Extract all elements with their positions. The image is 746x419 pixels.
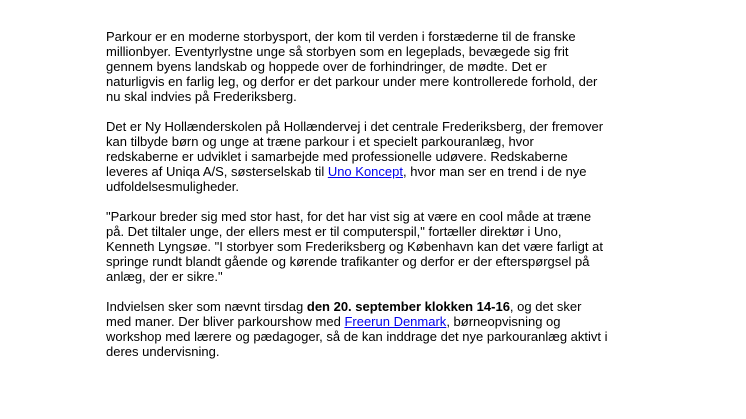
text-line: Kenneth Lyngsøe. "I storbyer som Frederiksberg og København kan det være farligt at bbox=[106, 239, 603, 254]
text-line: "Parkour breder sig med stor hast, for det har vist sig at være en cool måde at træne bbox=[106, 209, 592, 224]
paragraph-intro bbox=[106, 29, 646, 104]
text-segment: , og det sker bbox=[509, 299, 582, 314]
text-segment: , børneopvisning og bbox=[446, 314, 561, 329]
text-segment: med maner. Der bliver parkourshow med bbox=[106, 314, 345, 329]
paragraph-school bbox=[106, 119, 646, 194]
freerun-denmark-link[interactable]: Freerun Denmark bbox=[344, 314, 447, 329]
text-line: deres undervisning. bbox=[106, 344, 220, 359]
text-segment: Indvielsen sker som nævnt tirsdag bbox=[106, 299, 307, 314]
text-line: redskaberne er udviklet i samarbejde med professionelle udøvere. Redskaberne bbox=[106, 149, 568, 164]
uno-koncept-link[interactable]: Uno Koncept bbox=[327, 164, 403, 179]
text-line: på. Det tiltaler unge, der ellers mest er til computerspil," fortæller direktør i Uno, bbox=[106, 224, 562, 239]
text-line: millionbyer. Eventyrlystne unge så storbyen som en legeplads, bevægede sig frit bbox=[106, 44, 569, 59]
document-body bbox=[106, 29, 646, 359]
text-line: naturligvis en farlig leg, og derfor er det parkour under mere kontrollerede forhold, der bbox=[106, 74, 598, 89]
text-line: kan tilbyde børn og unge at træne parkour i et specielt parkouranlæg, hvor bbox=[106, 134, 534, 149]
event-date-bold: den 20. september klokken 14-16 bbox=[306, 299, 510, 314]
paragraph-quote bbox=[106, 209, 646, 284]
text-line bbox=[106, 314, 646, 329]
text-line: udfoldelsesmuligheder. bbox=[106, 179, 239, 194]
text-line bbox=[106, 164, 646, 179]
text-line: workshop med lærere og pædagoger, så de kan inddrage det nye parkouranlæg aktivt i bbox=[106, 329, 608, 344]
text-line bbox=[106, 299, 646, 314]
text-line: Det er Ny Hollænderskolen på Hollændervej i det centrale Frederiksberg, der fremover bbox=[106, 119, 604, 134]
text-line: gennem byens landskab og hoppede over de forhindringer, de mødte. Det er bbox=[106, 59, 547, 74]
text-segment: leveres af Uniqa A/S, søsterselskab til bbox=[106, 164, 328, 179]
text-segment: , hvor man ser en trend i de nye bbox=[402, 164, 587, 179]
paragraph-event bbox=[106, 299, 646, 359]
text-line: Parkour er en moderne storbysport, der kom til verden i forstæderne til de franske bbox=[106, 29, 576, 44]
text-line: anlæg, der er sikre." bbox=[106, 269, 223, 284]
text-line: springe rundt blandt gående og kørende trafikanter og derfor er der efterspørgsel på bbox=[106, 254, 590, 269]
text-line: nu skal indvies på Frederiksberg. bbox=[106, 89, 297, 104]
